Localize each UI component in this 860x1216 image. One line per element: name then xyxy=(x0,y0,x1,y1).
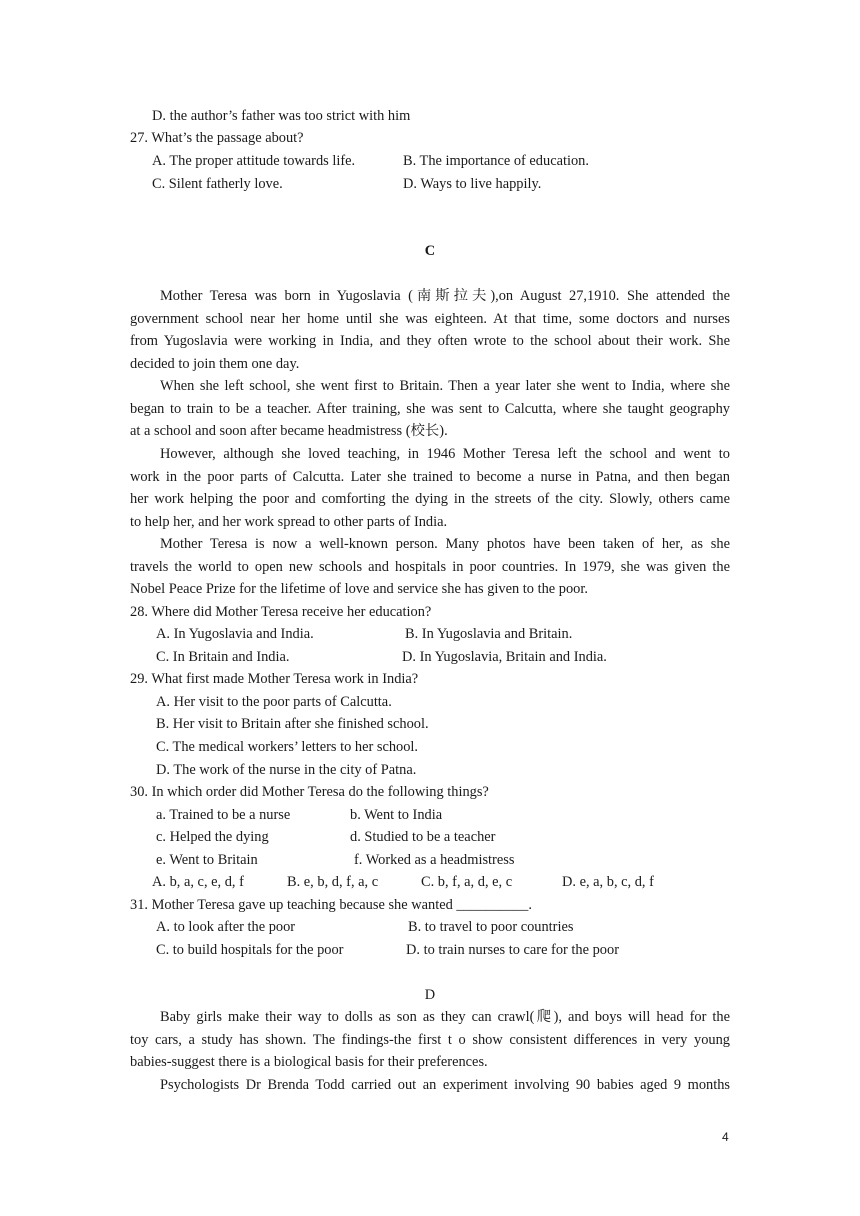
passage-c-p3-line3: her work helping the poor and comforting the dying in the streets of the city. Slowly, others came xyxy=(130,491,730,507)
q30-option-d: D. e, a, b, c, d, f xyxy=(562,874,654,890)
passage-c-p3-line1: However, although she loved teaching, in 1946 Mother Teresa left the school and went to xyxy=(160,446,730,462)
q27-option-b: B. The importance of education. xyxy=(403,153,589,169)
passage-d-p1-line3: babies-suggest there is a biological basis for their preferences. xyxy=(130,1054,488,1070)
q31-option-c: C. to build hospitals for the poor xyxy=(156,942,344,958)
passage-c-p4-line2: travels the world to open new schools and hospitals in poor countries. In 1979, she was given the xyxy=(130,559,730,575)
q29-option-c: C. The medical workers’ letters to her school. xyxy=(156,739,419,755)
section-d-heading: D xyxy=(424,987,436,1003)
q28-option-c: C. In Britain and India. xyxy=(156,649,290,665)
passage-d-p1-line2: toy cars, a study has shown. The findings-the first t o show consistent differences in very young xyxy=(130,1032,730,1048)
q30-item-f: f. Worked as a headmistress xyxy=(354,852,515,868)
passage-c-p1-line2: government school near her home until she was eighteen. At that time, some doctors and nurses xyxy=(130,311,730,327)
q28-option-b: B. In Yugoslavia and Britain. xyxy=(405,626,573,642)
section-c-heading: C xyxy=(424,243,436,259)
page-number: 4 xyxy=(722,1130,729,1144)
q26-option-d: D. the author’s father was too strict with him xyxy=(152,108,411,124)
q30-option-b: B. e, b, d, f, a, c xyxy=(287,874,379,890)
q30-option-a: A. b, a, c, e, d, f xyxy=(152,874,244,890)
passage-d-p2-line1: Psychologists Dr Brenda Todd carried out an experiment involving 90 babies aged 9 months xyxy=(160,1077,730,1093)
passage-c-p2-line1: When she left school, she went first to Britain. Then a year later she went to India, where she xyxy=(160,378,730,394)
passage-c-p4-line3: Nobel Peace Prize for the lifetime of love and service she has given to the poor. xyxy=(130,581,588,597)
q29-stem: 29. What first made Mother Teresa work in India? xyxy=(130,671,419,687)
q27-option-a: A. The proper attitude towards life. xyxy=(152,153,356,169)
q31-option-b: B. to travel to poor countries xyxy=(408,919,574,935)
passage-c-p1-line4: decided to join them one day. xyxy=(130,356,300,372)
passage-c-p1-line1: Mother Teresa was born in Yugoslavia (南斯拉夫),on August 27,1910. She attended the xyxy=(160,288,730,304)
q28-option-a: A. In Yugoslavia and India. xyxy=(156,626,314,642)
q31-option-a: A. to look after the poor xyxy=(156,919,296,935)
q30-item-d: d. Studied to be a teacher xyxy=(350,829,496,845)
q28-stem: 28. Where did Mother Teresa receive her education? xyxy=(130,604,432,620)
passage-c-p3-line4: to help her, and her work spread to other parts of India. xyxy=(130,514,448,530)
q27-option-d: D. Ways to live happily. xyxy=(403,176,542,192)
q28-option-d: D. In Yugoslavia, Britain and India. xyxy=(402,649,607,665)
q30-stem: 30. In which order did Mother Teresa do the following things? xyxy=(130,784,489,800)
passage-d-p1-line1: Baby girls make their way to dolls as son as they can crawl(爬), and boys will head for the xyxy=(160,1009,730,1025)
q27-option-c: C. Silent fatherly love. xyxy=(152,176,283,192)
passage-c-p2-line2: began to train to be a teacher. After training, she was sent to Calcutta, where she taught geography xyxy=(130,401,730,417)
q31-stem: 31. Mother Teresa gave up teaching because she wanted __________. xyxy=(130,897,532,913)
q27-stem: 27. What’s the passage about? xyxy=(130,130,304,146)
q29-option-a: A. Her visit to the poor parts of Calcutta. xyxy=(156,694,392,710)
q30-option-c: C. b, f, a, d, e, c xyxy=(421,874,513,890)
q30-item-a: a. Trained to be a nurse xyxy=(156,807,291,823)
passage-c-p4-line1: Mother Teresa is now a well-known person. Many photos have been taken of her, as she xyxy=(160,536,730,552)
q31-option-d: D. to train nurses to care for the poor xyxy=(406,942,619,958)
q30-item-c: c. Helped the dying xyxy=(156,829,269,845)
q30-item-b: b. Went to India xyxy=(350,807,443,823)
passage-c-p3-line2: work in the poor parts of Calcutta. Later she trained to become a nurse in Patna, and then began xyxy=(130,469,730,485)
q29-option-d: D. The work of the nurse in the city of Patna. xyxy=(156,762,417,778)
q30-item-e: e. Went to Britain xyxy=(156,852,258,868)
passage-c-p2-line3: at a school and soon after became headmistress (校长). xyxy=(130,423,448,439)
passage-c-p1-line3: from Yugoslavia were working in India, and they often wrote to the school about their work. She xyxy=(130,333,730,349)
q29-option-b: B. Her visit to Britain after she finished school. xyxy=(156,716,429,732)
